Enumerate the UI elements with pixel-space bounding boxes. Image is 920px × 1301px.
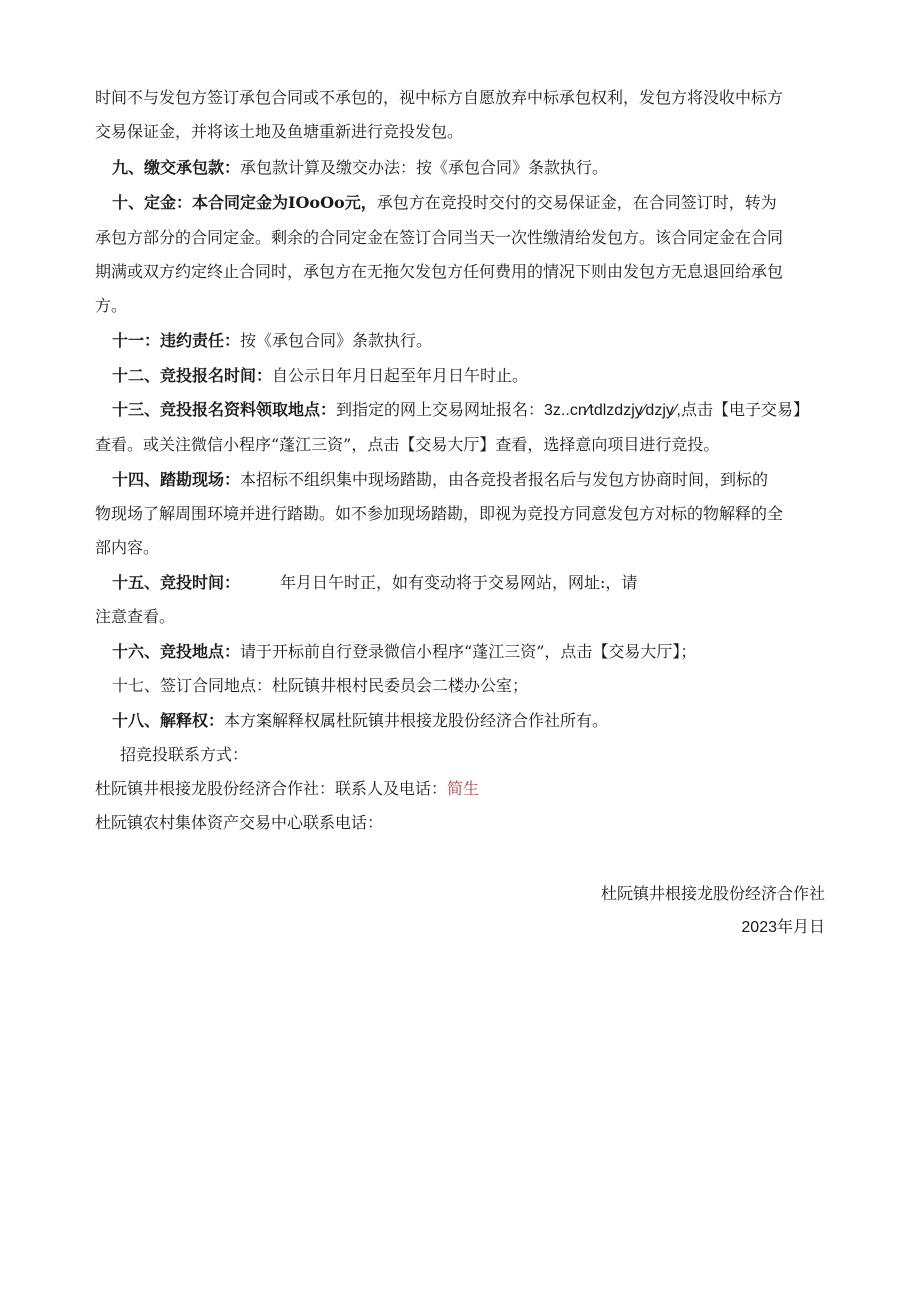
signature-organization: 杜阮镇井根接龙股份经济合作社 (600, 884, 825, 903)
paragraph-10-line-1 (112, 193, 777, 213)
paragraph-12 (112, 366, 528, 386)
paragraph-14-text: 本招标不组织集中现场踏勘，由各竞投者报名后与发包方协商时间，到标的 (240, 470, 769, 489)
paragraph-9 (112, 158, 608, 178)
paragraph-10-line-2: 承包方部分的合同定金。剩余的合同定金在签订合同当天一次性缴清给发包方。该合同定金在合同 (95, 228, 784, 247)
contact-cooperative-label: 杜阮镇井根接龙股份经济合作社：联系人及电话： (95, 779, 448, 798)
paragraph-16-text: 请于开标前自行登录微信小程序“蓬江三资”，点击【交易大厅】； (240, 642, 697, 661)
paragraph-13-heading: 十三、竞投报名资料领取地点： (112, 400, 337, 419)
signature-date: 2023年月日 (741, 919, 825, 936)
contact-title: 招竞投联系方式： (120, 745, 249, 764)
contact-center: 杜阮镇农村集体资产交易中心联系电话： (95, 813, 384, 832)
paragraph-14-line-2: 物现场了解周围环境并进行踏勘。如不参加现场踏勘，即视为竞投方同意发包方对标的物解释的全 (95, 504, 784, 523)
paragraph-12-text: 自公示日年月日起至年月日午时止。 (272, 366, 529, 385)
paragraph-11-text: 按《承包合同》条款执行。 (240, 331, 433, 350)
paragraph-15-heading: 十五、竞投时间： (112, 573, 241, 592)
contact-cooperative (95, 779, 479, 799)
paragraph-10-text: 承包方在竞投时交付的交易保证金，在合同签订时，转为 (376, 193, 777, 212)
paragraph-10-heading: 十、定金：本合同定金为IOoOo元， (112, 193, 377, 212)
paragraph-9-heading: 九、缴交承包款： (112, 158, 241, 177)
paragraph-13-text-a: 到指定的网上交易网址报名： (336, 400, 545, 419)
paragraph-10-line-4: 方。 (95, 296, 128, 315)
paragraph-9-text: 承包款计算及缴交办法：按《承包合同》条款执行。 (240, 158, 609, 177)
paragraph-13-line-2: 查看。或关注微信小程序“蓬江三资”，点击【交易大厅】查看，选择意向项目进行竞投。 (95, 435, 720, 454)
paragraph-13-text-b: 点击【电子交易】 (680, 400, 809, 419)
paragraph-17: 十七、签订合同地点：杜阮镇井根村民委员会二楼办公室； (112, 676, 529, 695)
paragraph-18-heading: 十八、解释权： (112, 711, 225, 730)
paragraph-11 (112, 331, 432, 351)
paragraph-16 (112, 642, 696, 662)
paragraph-11-heading: 十一：违约责任： (112, 331, 241, 350)
paragraph-14-heading: 十四、踏勘现场： (112, 470, 241, 489)
paragraph-14-line-1 (112, 470, 768, 490)
paragraph-15-text: 年月日午时正，如有变动将于交易网站，网址:，请 (280, 573, 638, 592)
paragraph-18 (112, 711, 608, 731)
paragraph-15-line-2: 注意查看。 (95, 607, 176, 626)
paragraph-10-line-3: 期满或双方约定终止合同时，承包方在无拖欠发包方任何费用的情况下则由发包方无息退回给承包 (95, 262, 784, 281)
paragraph-16-heading: 十六、竞投地点： (112, 642, 241, 661)
paragraph-14-line-3: 部内容。 (95, 538, 160, 557)
contact-person: 简生 (447, 779, 480, 798)
registration-url: 3z..cn⁄tdlzdzjy⁄dzjy⁄, (544, 402, 681, 419)
paragraph-12-heading: 十二、竞投报名时间： (112, 366, 273, 385)
paragraph-8-continued-line-1: 时间不与发包方签订承包合同或不承包的，视中标方自愿放弃中标承包权利，发包方将没收中标方 (95, 88, 784, 107)
paragraph-8-continued-line-2: 交易保证金，并将该土地及鱼塘重新进行竞投发包。 (95, 122, 464, 141)
paragraph-15-line-1 (112, 573, 637, 593)
paragraph-18-text: 本方案解释权属杜阮镇井根接龙股份经济合作社所有。 (224, 711, 609, 730)
paragraph-13-line-1 (112, 400, 809, 421)
